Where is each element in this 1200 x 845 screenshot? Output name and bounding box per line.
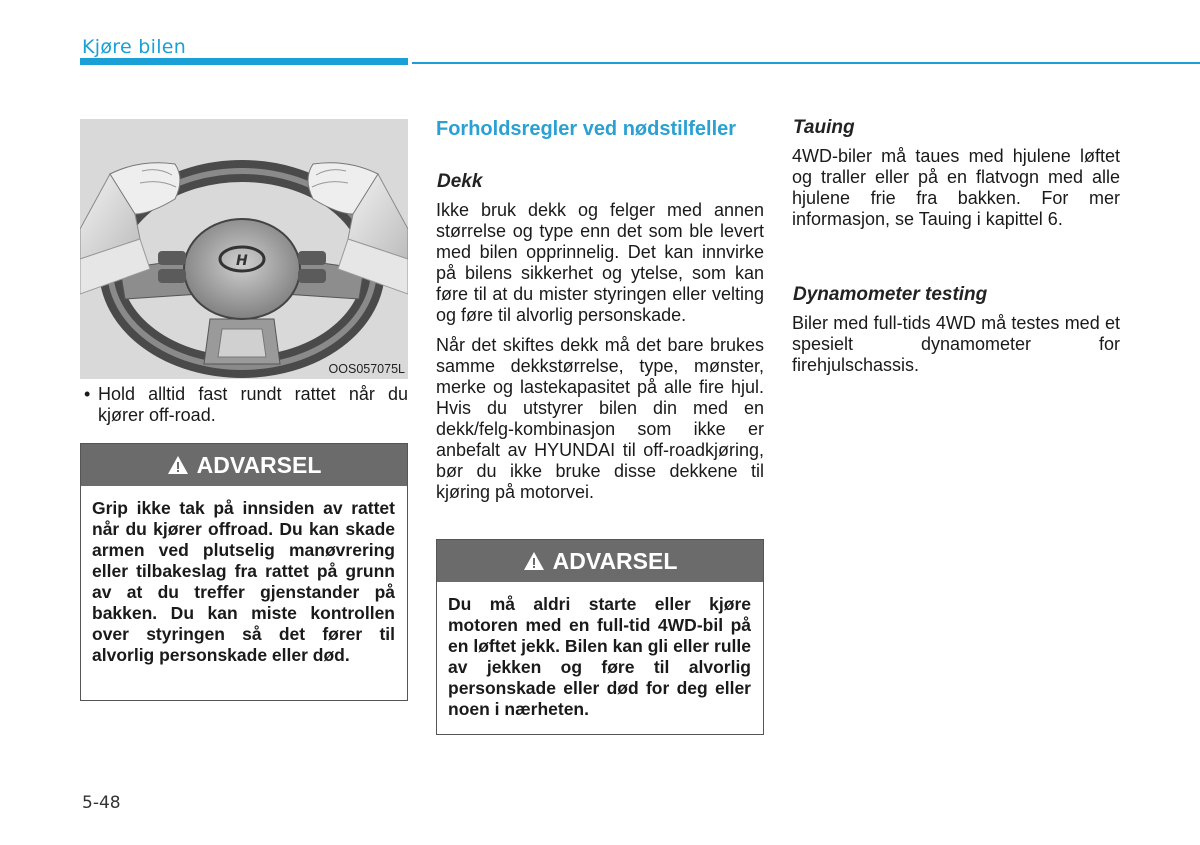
subheading-tauing: Tauing [793, 117, 855, 138]
towing-paragraph: 4WD-biler må taues med hjulene løftet og traller eller på en flatvogn med alle hjulene frie fra bakken. For mer informasjon, se Tauing i kapittel 6. [792, 146, 1120, 229]
tire-paragraphs [436, 200, 764, 503]
towing-paragraph-block [792, 146, 1120, 230]
warning-header-2 [437, 540, 763, 582]
warning-title-2: ADVARSEL [552, 547, 678, 574]
bullet-dot: • [84, 384, 91, 404]
bullet-text: Hold alltid fast rundt rattet når du kjører off-road. [98, 384, 408, 425]
warning-box-1 [80, 443, 408, 701]
svg-text:H: H [236, 253, 248, 269]
figure-caption: OOS057075L [328, 362, 405, 376]
section-heading: Forholdsregler ved nødstilfeller [436, 118, 737, 140]
steering-wheel-illustration [80, 119, 408, 379]
bullet-item [80, 384, 408, 426]
header-rule [412, 62, 1200, 64]
page-number: 5-48 [82, 793, 121, 813]
dynamometer-paragraph: Biler med full-tids 4WD må testes med et spesielt dynamometer for firehjulschassis. [792, 313, 1120, 375]
warning-text-1: Grip ikke tak på innsiden av rattet når du kjører offroad. Du kan skade armen ved plutselig manøvrering eller tilbakeslag fra rattet på grunn av at du treffer gjenstander på bakken. Du kan miste kontrollen over styringen så det fører til alvorlig personskade eller død. [92, 498, 395, 665]
dynamometer-paragraph-block [792, 313, 1120, 376]
warning-header-1 [81, 444, 407, 486]
steering-wheel-icon [80, 119, 408, 379]
warning-triangle-icon [167, 455, 189, 475]
warning-box-2 [436, 539, 764, 735]
tire-paragraph-2: Når det skiftes dekk må det bare brukes samme dekkstørrelse, type, mønster, merke og lastekapasitet på alle fire hjul. Hvis du utstyrer bilen din med en dekk/felg-kombinasjon som ikke er anbefalt av HYUNDAI til off-roadkjøring, bør du ikke bruke disse dekkene til kjøring på motorvei. [436, 335, 764, 502]
warning-title-1: ADVARSEL [196, 451, 322, 478]
warning-text-2: Du må aldri starte eller kjøre motoren med en full-tid 4WD-bil på en løftet jekk. Bilen kan gli eller rulle av jekken og føre til alvorlig personskade eller død for deg eller noen i nærheten. [448, 594, 751, 719]
tire-paragraph-1: Ikke bruk dekk og felger med annen størrelse og type enn det som ble levert med bilen opprinnelig. Det kan innvirke på bilens sikkerhet og ytelse, som kan føre til at du mister styringen eller velting og føre til alvorlig personskade. [436, 200, 764, 325]
warning-triangle-icon [523, 551, 545, 571]
header-bar [80, 58, 408, 65]
subheading-dynamometer: Dynamometer testing [793, 284, 988, 305]
subheading-dekk: Dekk [437, 171, 483, 192]
chapter-title: Kjøre bilen [82, 36, 187, 58]
